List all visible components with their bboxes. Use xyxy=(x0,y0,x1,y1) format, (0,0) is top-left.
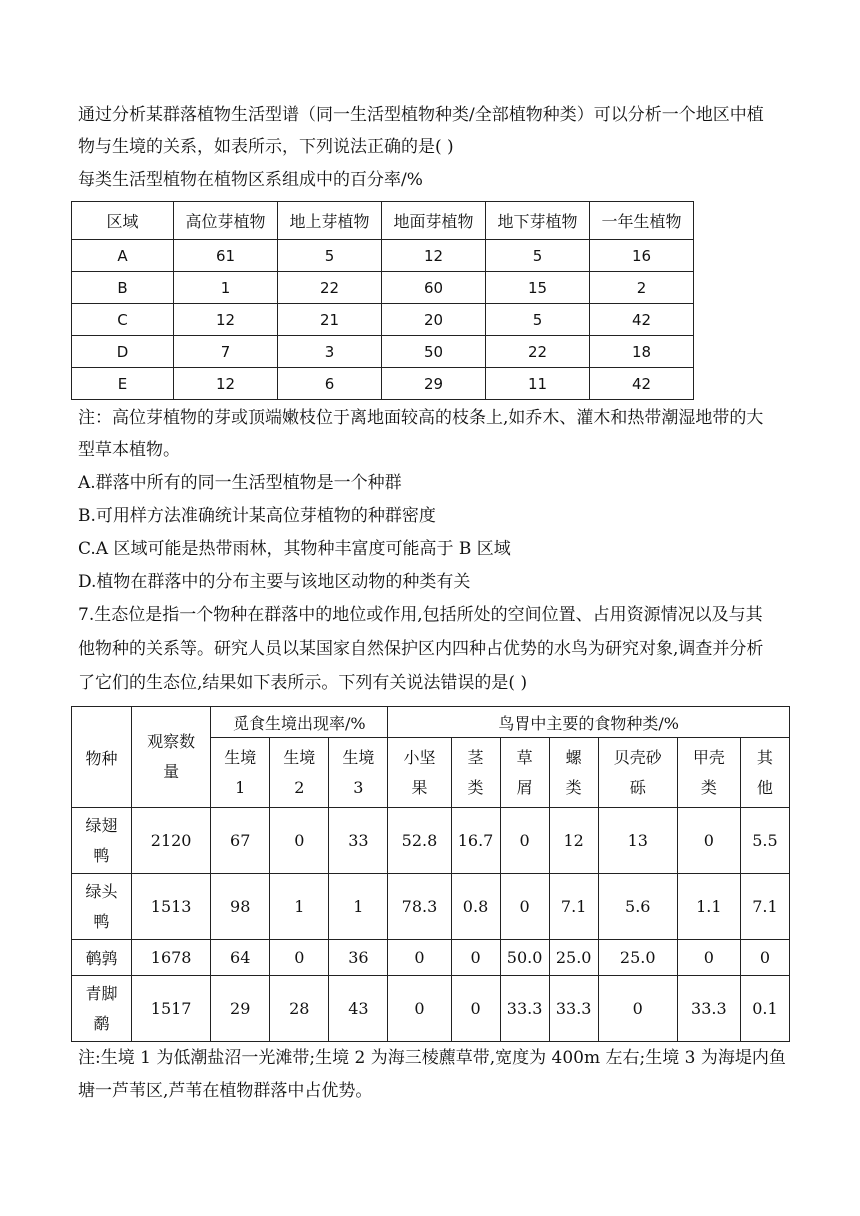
species-name-line: 鹬 xyxy=(93,1013,110,1033)
species-name-line: 青脚 xyxy=(85,983,118,1003)
habitat-subheader xyxy=(211,738,270,808)
species-name-line: 绿翅 xyxy=(85,815,118,835)
value-cell: 6 xyxy=(277,368,381,400)
value-cell: 78.3 xyxy=(388,874,451,940)
value-cell: 33.3 xyxy=(677,976,740,1042)
value-cell: 0 xyxy=(451,940,500,976)
q6-note-line-2: 型草本植物。 xyxy=(78,440,180,460)
value-cell: 15 xyxy=(485,272,589,304)
value-cell: 42 xyxy=(589,368,693,400)
value-cell: 11 xyxy=(485,368,589,400)
value-cell: 20 xyxy=(381,304,485,336)
value-cell: 67 xyxy=(211,808,270,874)
value-cell: 43 xyxy=(329,976,388,1042)
species-cell xyxy=(72,874,132,940)
header-cell: 地下芽植物 xyxy=(485,202,589,240)
q6-option-b: B.可用样方法准确统计某高位芽植物的种群密度 xyxy=(78,506,436,526)
table-row xyxy=(72,976,790,1042)
value-cell: 50 xyxy=(381,336,485,368)
food-subheader xyxy=(500,738,549,808)
value-cell: 0 xyxy=(500,874,549,940)
value-cell: 7.1 xyxy=(740,874,789,940)
niche-table xyxy=(71,706,790,1042)
value-cell: 52.8 xyxy=(388,808,451,874)
habitat-header: 觅食生境出现率/% xyxy=(211,707,388,738)
value-cell: 22 xyxy=(277,272,381,304)
value-cell: 13 xyxy=(598,808,677,874)
life-form-table xyxy=(71,201,694,400)
table-row xyxy=(72,874,790,940)
value-cell: 22 xyxy=(485,336,589,368)
value-cell: 12 xyxy=(173,368,277,400)
value-cell: 33.3 xyxy=(500,976,549,1042)
value-cell: 5.5 xyxy=(740,808,789,874)
habitat-subheader xyxy=(270,738,329,808)
food-subheader xyxy=(451,738,500,808)
value-cell: 0 xyxy=(677,808,740,874)
food-subheader xyxy=(388,738,451,808)
species-name-line: 绿头 xyxy=(85,881,118,901)
q6-stem-line-1: 通过分析某群落植物生活型谱（同一生活型植物种类/全部植物种类）可以分析一个地区中植 xyxy=(78,105,764,125)
header-cell: 地面芽植物 xyxy=(381,202,485,240)
header-cell: 高位芽植物 xyxy=(173,202,277,240)
species-name-line: 鸭 xyxy=(93,911,110,931)
value-cell: 1517 xyxy=(132,976,211,1042)
value-cell: 0 xyxy=(451,976,500,1042)
value-cell: 1513 xyxy=(132,874,211,940)
table-header-row xyxy=(72,707,790,738)
value-cell: 12 xyxy=(381,240,485,272)
food-subheader xyxy=(677,738,740,808)
q6-table-caption: 每类生活型植物在植物区系组成中的百分率/% xyxy=(78,170,423,190)
value-cell: 25.0 xyxy=(598,940,677,976)
q6-note-line-1: 注：高位芽植物的芽或顶端嫩枝位于离地面较高的枝条上,如乔木、灌木和热带潮湿地带的大 xyxy=(78,408,764,428)
subheader-line: 生境 xyxy=(224,747,257,767)
value-cell: 0 xyxy=(270,940,329,976)
value-cell: 1 xyxy=(329,874,388,940)
table-row xyxy=(72,240,694,272)
header-cell: 地上芽植物 xyxy=(277,202,381,240)
q6-option-a: A.群落中所有的同一生活型植物是一个种群 xyxy=(78,473,402,493)
value-cell: 0 xyxy=(388,940,451,976)
subheader-line: 屑 xyxy=(516,777,533,797)
subheader-line: 果 xyxy=(411,777,428,797)
q7-stem-line-3: 了它们的生态位,结果如下表所示。下列有关说法错误的是( ) xyxy=(78,673,528,693)
table-row xyxy=(72,272,694,304)
value-cell: 60 xyxy=(381,272,485,304)
subheader-line: 贝壳砂 xyxy=(613,747,662,767)
value-cell: 16.7 xyxy=(451,808,500,874)
value-cell: 5.6 xyxy=(598,874,677,940)
q7-note-line-1: 注:生境 1 为低潮盐沼一光滩带;生境 2 为海三棱藨草带,宽度为 400m 左右;生境 3 为海堤内鱼 xyxy=(78,1048,786,1068)
species-name-line: 鸭 xyxy=(93,845,110,865)
header-cell: 区域 xyxy=(72,202,174,240)
count-header-line: 观察数 xyxy=(147,732,196,751)
value-cell: 12 xyxy=(549,808,598,874)
value-cell: 29 xyxy=(381,368,485,400)
table-row xyxy=(72,336,694,368)
header-cell: 一年生植物 xyxy=(589,202,693,240)
subheader-line: 类 xyxy=(565,777,582,797)
value-cell: 18 xyxy=(589,336,693,368)
table-row xyxy=(72,304,694,336)
table-row xyxy=(72,808,790,874)
value-cell: 0.8 xyxy=(451,874,500,940)
subheader-line: 生境 xyxy=(283,747,316,767)
habitat-subheader xyxy=(329,738,388,808)
q6-option-c: C.A 区域可能是热带雨林，其物种丰富度可能高于 B 区域 xyxy=(78,539,511,559)
species-cell: 鹌鹑 xyxy=(72,940,132,976)
value-cell: 5 xyxy=(485,304,589,336)
value-cell: 1678 xyxy=(132,940,211,976)
subheader-line: 1 xyxy=(235,777,246,797)
q7-stem-line-1: 7.生态位是指一个物种在群落中的地位或作用,包括所处的空间位置、占用资源情况以及与其 xyxy=(78,605,763,625)
value-cell: 0 xyxy=(598,976,677,1042)
value-cell: 0 xyxy=(677,940,740,976)
table-row xyxy=(72,368,694,400)
value-cell: 0 xyxy=(270,808,329,874)
value-cell: 0 xyxy=(388,976,451,1042)
value-cell: 64 xyxy=(211,940,270,976)
region-cell: D xyxy=(72,336,174,368)
subheader-line: 螺 xyxy=(565,747,582,767)
subheader-line: 生境 xyxy=(342,747,375,767)
value-cell: 7.1 xyxy=(549,874,598,940)
region-cell: A xyxy=(72,240,174,272)
count-header-line: 量 xyxy=(163,762,180,781)
value-cell: 0 xyxy=(740,940,789,976)
value-cell: 36 xyxy=(329,940,388,976)
value-cell: 50.0 xyxy=(500,940,549,976)
value-cell: 98 xyxy=(211,874,270,940)
value-cell: 0 xyxy=(500,808,549,874)
species-cell xyxy=(72,976,132,1042)
value-cell: 0.1 xyxy=(740,976,789,1042)
food-subheader xyxy=(549,738,598,808)
subheader-line: 甲壳 xyxy=(692,747,725,767)
species-header: 物种 xyxy=(72,707,132,808)
q6-stem-line-2: 物与生境的关系，如表所示，下列说法正确的是( ) xyxy=(78,137,454,157)
value-cell: 28 xyxy=(270,976,329,1042)
value-cell: 2 xyxy=(589,272,693,304)
region-cell: B xyxy=(72,272,174,304)
count-header xyxy=(132,707,211,808)
value-cell: 2120 xyxy=(132,808,211,874)
subheader-line: 类 xyxy=(467,777,484,797)
value-cell: 42 xyxy=(589,304,693,336)
subheader-line: 2 xyxy=(294,777,305,797)
subheader-line: 其 xyxy=(756,747,773,767)
food-header: 鸟胃中主要的食物种类/% xyxy=(388,707,790,738)
value-cell: 12 xyxy=(173,304,277,336)
value-cell: 29 xyxy=(211,976,270,1042)
value-cell: 33 xyxy=(329,808,388,874)
table-row xyxy=(72,940,790,976)
value-cell: 5 xyxy=(277,240,381,272)
value-cell: 1 xyxy=(270,874,329,940)
region-cell: E xyxy=(72,368,174,400)
q7-note-line-2: 塘一芦苇区,芦苇在植物群落中占优势。 xyxy=(78,1081,373,1101)
subheader-line: 小坚 xyxy=(403,747,436,767)
region-cell: C xyxy=(72,304,174,336)
subheader-line: 类 xyxy=(700,777,717,797)
value-cell: 61 xyxy=(173,240,277,272)
q6-option-d: D.植物在群落中的分布主要与该地区动物的种类有关 xyxy=(78,572,471,592)
subheader-line: 茎 xyxy=(467,747,484,767)
food-subheader xyxy=(740,738,789,808)
subheader-line: 3 xyxy=(353,777,364,797)
subheader-line: 草 xyxy=(516,747,533,767)
value-cell: 16 xyxy=(589,240,693,272)
table-header-row xyxy=(72,202,694,240)
subheader-line: 他 xyxy=(756,777,773,797)
q7-stem-line-2: 他物种的关系等。研究人员以某国家自然保护区内四种占优势的水鸟为研究对象,调查并分析 xyxy=(78,639,764,659)
species-cell xyxy=(72,808,132,874)
value-cell: 33.3 xyxy=(549,976,598,1042)
value-cell: 7 xyxy=(173,336,277,368)
food-subheader xyxy=(598,738,677,808)
value-cell: 21 xyxy=(277,304,381,336)
value-cell: 25.0 xyxy=(549,940,598,976)
value-cell: 3 xyxy=(277,336,381,368)
value-cell: 5 xyxy=(485,240,589,272)
value-cell: 1.1 xyxy=(677,874,740,940)
value-cell: 1 xyxy=(173,272,277,304)
subheader-line: 砾 xyxy=(629,777,646,797)
